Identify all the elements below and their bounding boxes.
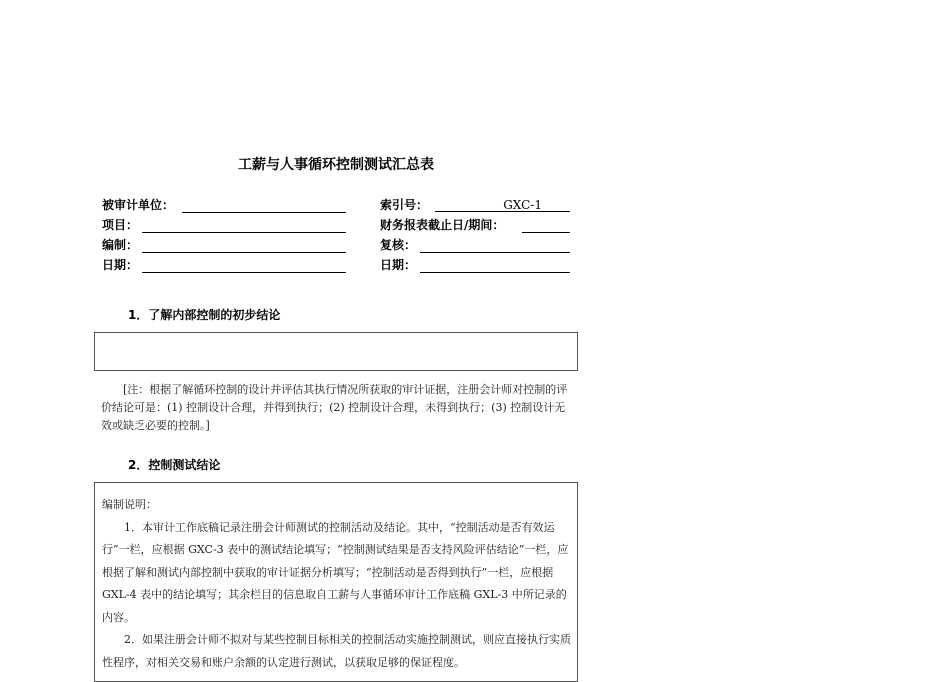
review-field[interactable] [420,239,570,253]
prepared-field[interactable] [142,239,346,253]
date-label-right: 日期： [380,258,417,272]
prep-notes-heading: 编制说明： [102,498,157,511]
date-label-left: 日期： [102,258,139,272]
date-field-left[interactable] [142,259,346,273]
project-field[interactable] [142,219,346,233]
prep-note-2: 2．如果注册会计师不拟对与某些控制目标相关的控制活动实施控制测试，则应直接执行实质性程序，对相关交易和账户余额的认定进行测试，以获取足够的保证程度。 [102,633,571,669]
prepared-label: 编制： [102,238,139,252]
project-label: 项目： [102,218,139,232]
prep-note-1: 1．本审计工作底稿记录注册会计师测试的控制活动及结论。其中，“控制活动是否有效运行”一栏，应根据 GXC-3 表中的测试结论填写；“控制测试结果是否支持风险评估结论”一栏，应根据了解和测试内部控制中获取的审计证据分析填写；“控制活动是否得到执行”一栏，应根据 GXL-4 表中的结论填写；其余栏目的信息取自工薪与人事循环审计工作底稿 GXL-3 中所记录的内容。 [102,520,569,624]
section1-heading: 1．了解内部控制的初步结论 [128,308,281,322]
period-label: 财务报表截止日/期间： [380,218,505,232]
section2-heading: 2．控制测试结论 [128,458,221,472]
audited-entity-label: 被审计单位： [102,198,175,212]
page-title: 工薪与人事循环控制测试汇总表 [238,157,434,173]
index-field[interactable]: GXC-1 [435,199,570,212]
section2-box [94,482,578,682]
date-field-right[interactable] [420,259,570,273]
index-label: 索引号： [380,198,429,212]
period-field[interactable] [522,219,570,233]
review-label: 复核： [380,238,417,252]
audited-entity-field[interactable] [182,199,346,213]
section1-conclusion-box[interactable] [94,332,578,371]
section1-note: [注：根据了解循环控制的设计并评估其执行情况所获取的审计证据，注册会计师对控制的评价结论可是：(1) 控制设计合理，并得到执行；(2) 控制设计合理，未得到执行；(3) 控制设计无效或缺乏必要的控制。] [101,383,568,432]
